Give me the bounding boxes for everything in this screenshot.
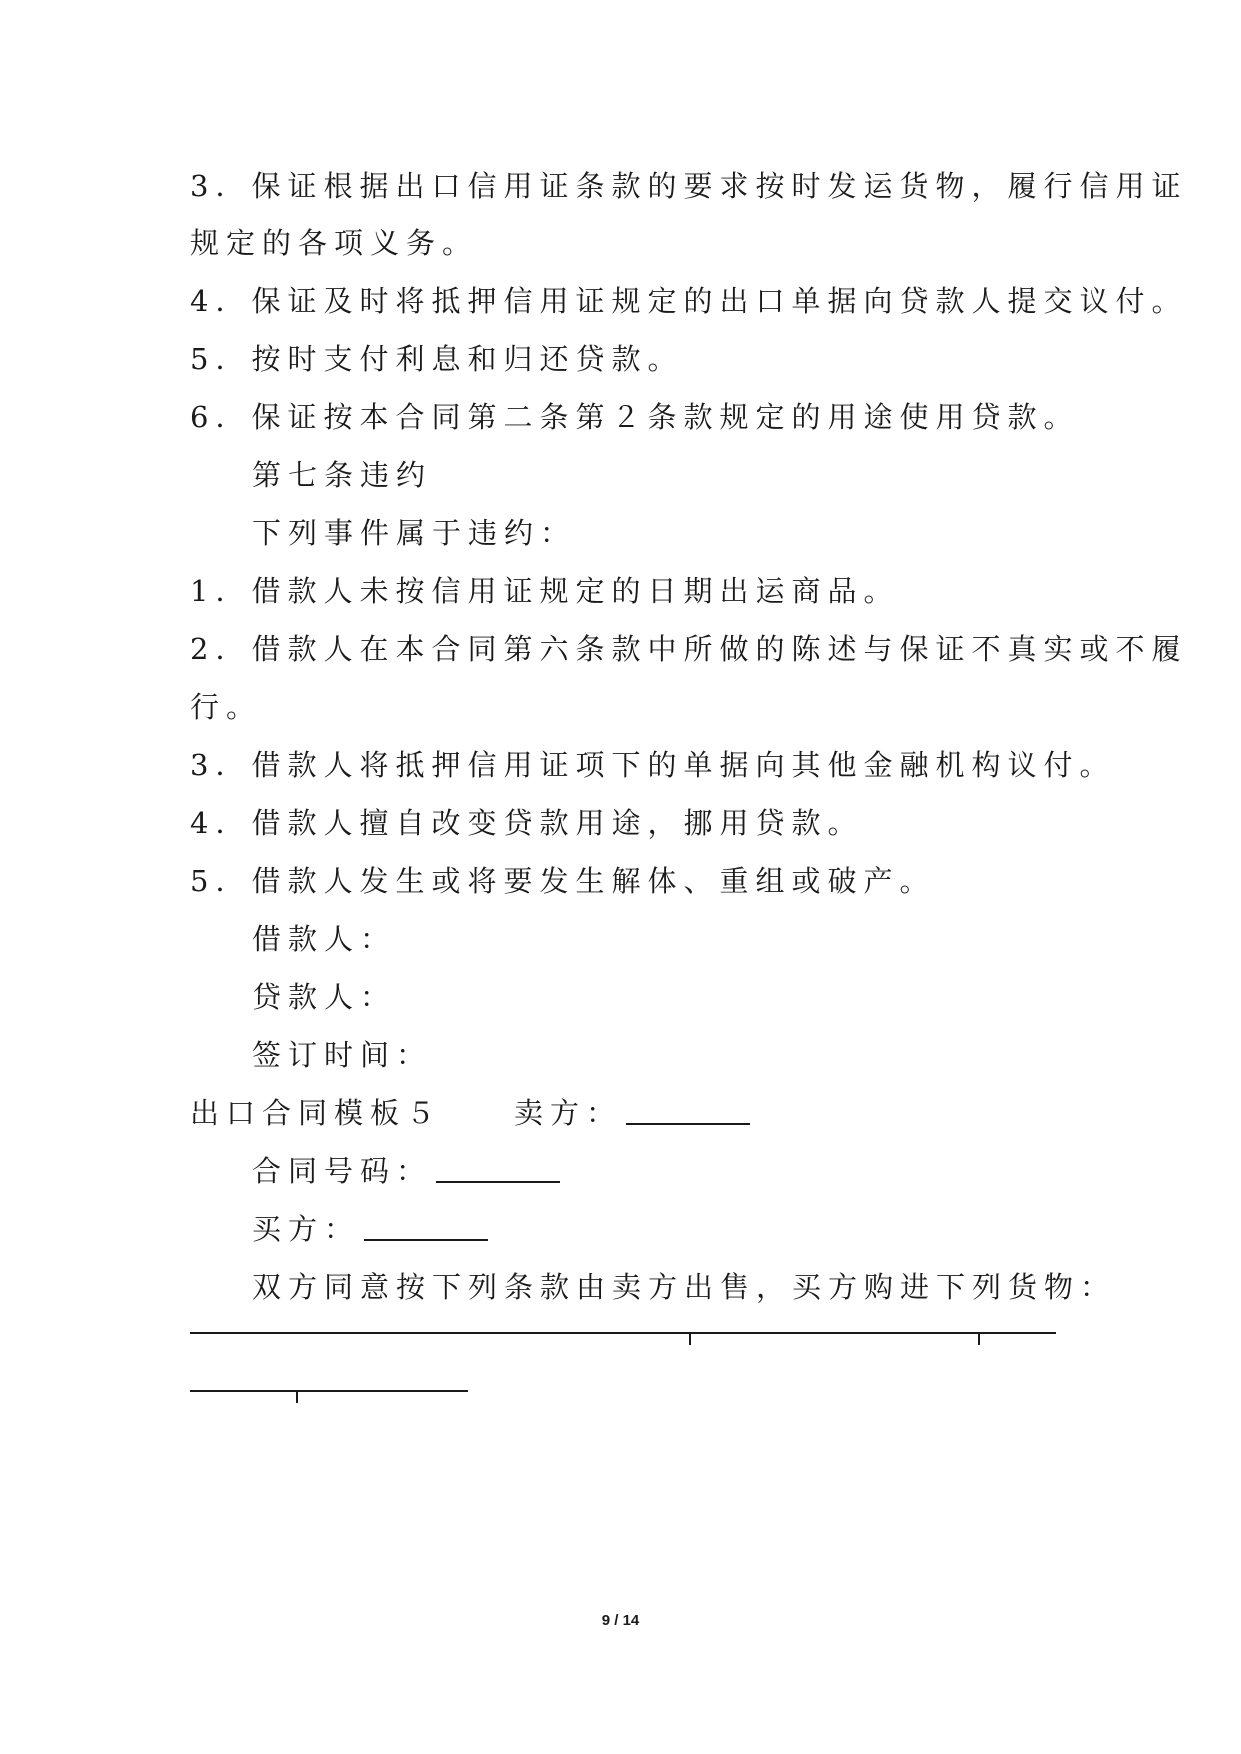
template-title-line — [190, 1093, 750, 1133]
clause-6-3-line-2: 规定的各项义务。 — [190, 226, 479, 260]
clause-6-3-line-1: 3．保证根据出口信用证条款的要求按时发运货物，履行信用证 — [190, 169, 1188, 203]
contract-no-blank — [436, 1155, 560, 1183]
lender-signature-label: 贷款人： — [252, 980, 397, 1014]
table-rule-2-tick — [296, 1391, 298, 1403]
default-item-4: 4．借款人擅自改变贷款用途，挪用贷款。 — [190, 806, 864, 840]
table-rule-1-tick-b — [978, 1333, 980, 1345]
default-item-3: 3．借款人将抵押信用证项下的单据向其他金融机构议付。 — [190, 748, 1116, 782]
buyer-blank — [364, 1213, 488, 1241]
default-item-1: 1．借款人未按信用证规定的日期出运商品。 — [190, 574, 900, 608]
table-rule-2 — [190, 1390, 468, 1392]
template-title: 出口合同模板５ — [190, 1096, 443, 1130]
default-item-2-line-1: 2．借款人在本合同第六条款中所做的陈述与保证不真实或不履 — [190, 632, 1188, 666]
buyer-line — [252, 1209, 488, 1249]
signing-date-label: 签订时间： — [252, 1038, 433, 1072]
clause-6-4: 4．保证及时将抵押信用证规定的出口单据向贷款人提交议付。 — [190, 284, 1188, 318]
borrower-signature-label: 借款人： — [252, 922, 397, 956]
buyer-label: 买方： — [252, 1212, 361, 1246]
table-rule-1-tick-a — [689, 1333, 691, 1345]
default-intro: 下列事件属于违约： — [252, 516, 577, 550]
agreement-sentence: 双方同意按下列条款由卖方出售，买方购进下列货物： — [252, 1270, 1117, 1304]
clause-6-6: 6．保证按本合同第二条第２条款规定的用途使用贷款。 — [190, 400, 1080, 434]
table-rule-1 — [190, 1332, 1056, 1334]
clause-6-5: 5．按时支付利息和归还贷款。 — [190, 342, 684, 376]
default-item-5: 5．借款人发生或将要发生解体、重组或破产。 — [190, 864, 936, 898]
default-item-2-line-2: 行。 — [190, 690, 263, 724]
contract-no-line — [252, 1151, 560, 1191]
contract-no-label: 合同号码： — [252, 1154, 433, 1188]
seller-blank — [626, 1097, 750, 1125]
section-heading-article-7: 第七条违约 — [252, 458, 433, 492]
seller-label: 卖方： — [514, 1096, 623, 1130]
page-number: 9 / 14 — [601, 1612, 640, 1629]
